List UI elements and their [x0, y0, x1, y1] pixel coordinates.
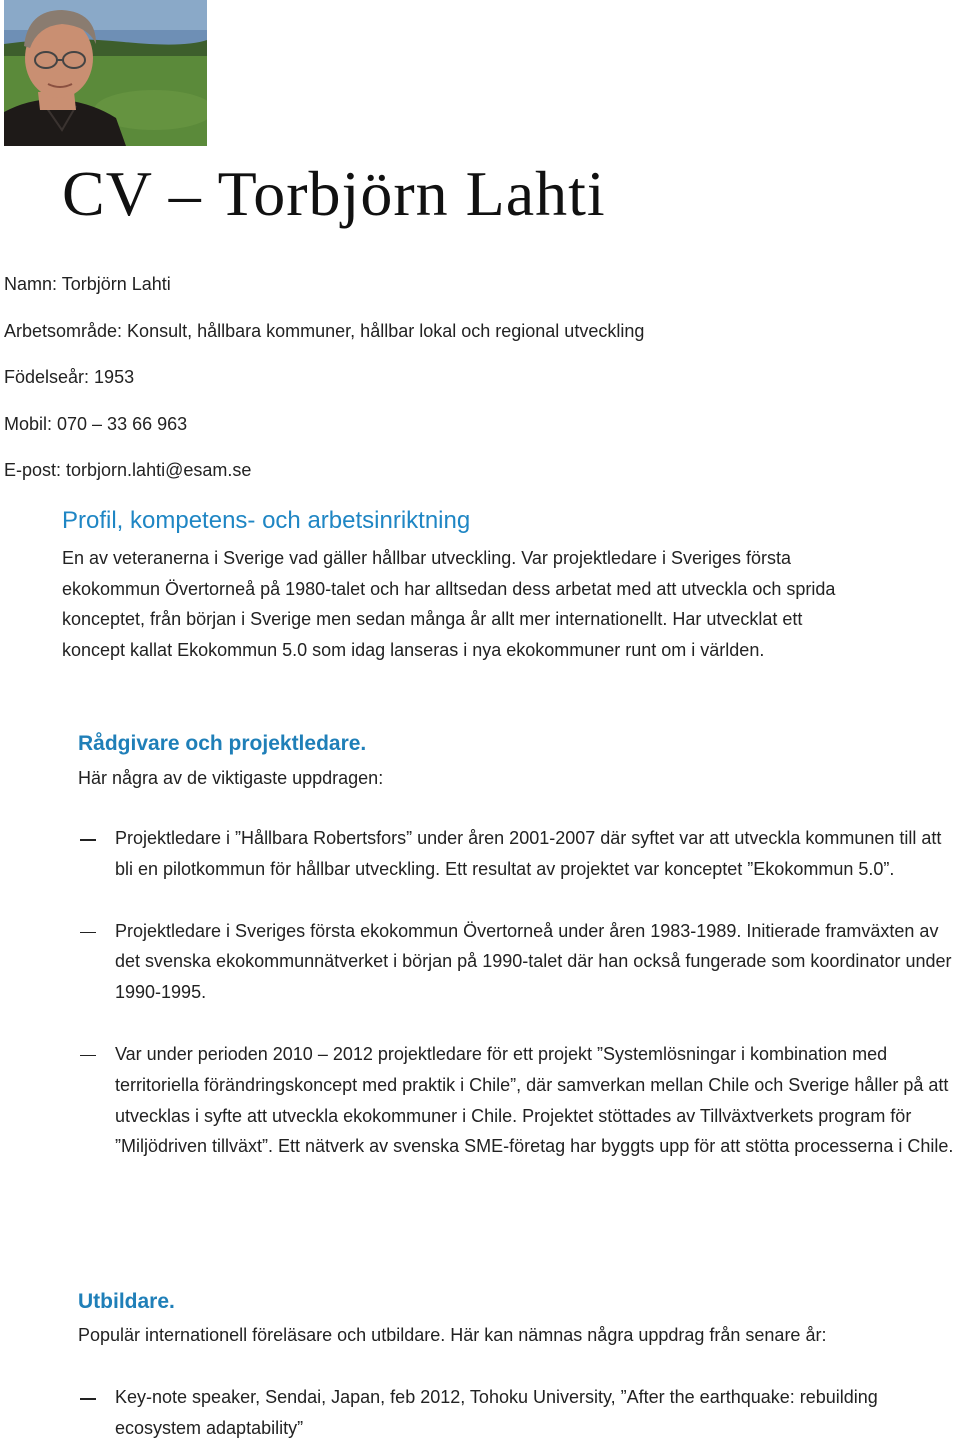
- educator-task-list: [78, 1382, 960, 1444]
- info-birth-year: Födelseår: 1953: [4, 367, 135, 387]
- list-item: [78, 916, 960, 1008]
- task-text: Projektledare i Sveriges första ekokommun Övertorneå under åren 1983-1989. Initierade framväxten av det svenska ekokommunnätverket i början på 1990-talet där han också fungerade som koordinator under 1990-1995.: [115, 920, 952, 1003]
- advisor-heading: Rådgivare och projektledare.: [78, 732, 367, 755]
- list-item: [78, 1039, 960, 1162]
- personal-info-list: [4, 270, 644, 503]
- portrait-photo: [4, 0, 207, 146]
- profile-heading: Profil, kompetens- och arbetsinriktning: [62, 507, 471, 534]
- list-item: [78, 1382, 960, 1444]
- task-text: Var under perioden 2010 – 2012 projektledare för ett projekt ”Systemlösningar i kombination med territoriella förändringskoncept med praktik i Chile”, där samverkan mellan Chile och Sverige håller på att utvecklas i syfte att utveckla ekokommuner i Chile. Projektet stöttades av Tillväxtverkets program för ”Miljödriven tillväxt”. Ett nätverk av svenska SME-företag har byggts upp för att stötta processerna i Chile.: [115, 1043, 954, 1157]
- educator-intro: Populär internationell föreläsare och utbildare. Här kan nämnas några uppdrag från senare år:: [78, 1325, 827, 1345]
- advisor-intro: Här några av de viktigaste uppdragen:: [78, 768, 384, 788]
- educator-heading: Utbildare.: [78, 1290, 175, 1313]
- portrait-image: [4, 0, 207, 146]
- task-text: Projektledare i ”Hållbara Robertsfors” under åren 2001-2007 där syftet var att utveckla kommunen till att bli en pilotkommun för hållbar utveckling. Ett resultat av projektet var konceptet ”Ekokommun 5.0”.: [115, 828, 942, 879]
- profile-text: En av veteranerna i Sverige vad gäller hållbar utveckling. Var projektledare i Sveriges första ekokommun Övertorneå på 1980-talet och har alltsedan dess arbetat med att utveckla och sprida konceptet, från början i Sverige men sedan många år allt mer internationellt. Har utvecklat ett koncept kallat Ekokommun 5.0 som idag lanseras i nya ekokommuner runt om i världen.: [62, 548, 836, 661]
- list-item: [78, 823, 960, 885]
- info-work-area: Arbetsområde: Konsult, hållbara kommuner, hållbar lokal och regional utveckling: [4, 320, 645, 341]
- advisor-task-list: [78, 823, 960, 1162]
- cv-title: CV – Torbjörn Lahti: [62, 158, 606, 229]
- info-name: Namn: Torbjörn Lahti: [4, 274, 171, 294]
- task-text: Key-note speaker, Sendai, Japan, feb 2012, Tohoku University, ”After the earthquake: rebuilding ecosystem adaptability”: [115, 1387, 878, 1438]
- info-mobile: Mobil: 070 – 33 66 963: [4, 413, 188, 434]
- info-email: E-post: torbjorn.lahti@esam.se: [4, 460, 252, 480]
